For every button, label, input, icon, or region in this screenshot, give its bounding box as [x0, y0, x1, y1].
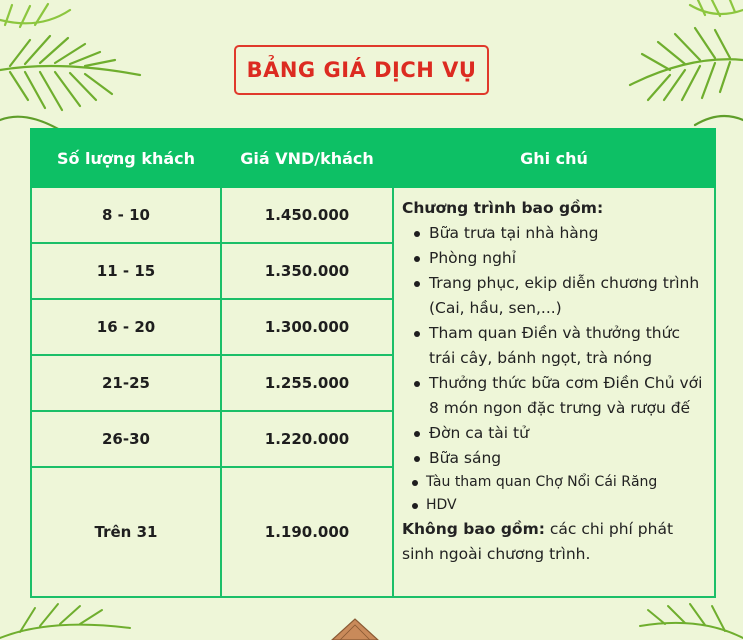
list-item: Tàu tham quan Chợ Nổi Cái Răng: [402, 471, 708, 494]
notes-cell: [393, 187, 715, 597]
excluded-label: Không bao gồm:: [402, 520, 545, 538]
price-list-title: [234, 45, 489, 95]
guests-cell: Trên 31: [31, 467, 221, 597]
guests-cell: 16 - 20: [31, 299, 221, 355]
list-item: HDV: [402, 494, 708, 517]
palm-leaf-top-right: [620, 0, 743, 140]
price-cell: 1.220.000: [221, 411, 393, 467]
list-item: Bữa sáng: [402, 446, 708, 471]
palm-leaf-bottom-left: [0, 598, 140, 640]
table-row: [31, 187, 715, 243]
price-cell: 1.190.000: [221, 467, 393, 597]
header-guests: Số lượng khách: [31, 129, 221, 187]
list-item: Tham quan Điền và thưởng thức trái cây, bánh ngọt, trà nóng: [402, 321, 708, 371]
list-item: Thưởng thức bữa cơm Điền Chủ với 8 món ngon đặc trưng và rượu đế: [402, 371, 708, 421]
header-price: Giá VND/khách: [221, 129, 393, 187]
price-cell: 1.450.000: [221, 187, 393, 243]
palm-leaf-top-left: [0, 0, 150, 140]
guests-cell: 26-30: [31, 411, 221, 467]
table-header-row: [31, 129, 715, 187]
included-list: [402, 221, 708, 517]
palm-leaf-bottom-right: [630, 598, 743, 640]
excluded-note: [402, 517, 708, 567]
conical-hat-icon: [330, 617, 380, 640]
price-cell: 1.350.000: [221, 243, 393, 299]
header-notes: Ghi chú: [393, 129, 715, 187]
price-cell: 1.255.000: [221, 355, 393, 411]
list-item: Phòng nghỉ: [402, 246, 708, 271]
list-item: Đờn ca tài tử: [402, 421, 708, 446]
guests-cell: 21-25: [31, 355, 221, 411]
list-item: Trang phục, ekip diễn chương trình (Cai, hầu, sen,...): [402, 271, 708, 321]
included-heading: Chương trình bao gồm:: [402, 199, 604, 217]
price-cell: 1.300.000: [221, 299, 393, 355]
list-item: Bữa trưa tại nhà hàng: [402, 221, 708, 246]
guests-cell: 8 - 10: [31, 187, 221, 243]
price-table: [30, 128, 716, 598]
excluded-text: các chi phí phát sinh ngoài chương trình.: [402, 520, 674, 563]
guests-cell: 11 - 15: [31, 243, 221, 299]
page-title: BẢNG GIÁ DỊCH VỤ: [246, 58, 477, 82]
